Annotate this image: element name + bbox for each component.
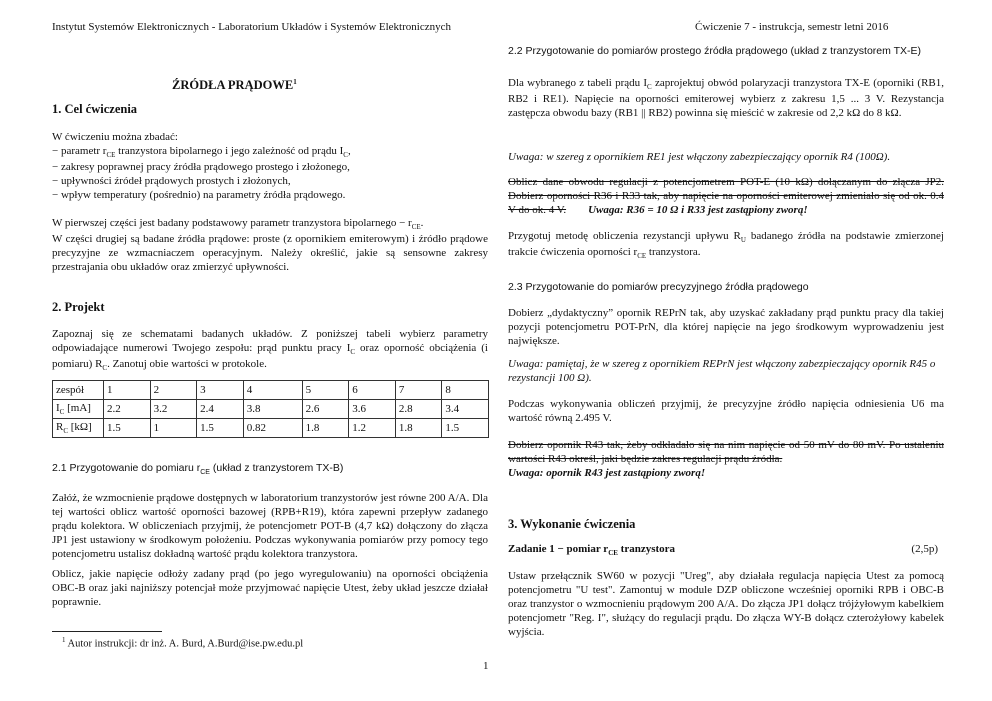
parameters-table [52, 380, 489, 438]
section-2-3-heading: 2.3 Przygotowanie do pomiarów precyzyjnego źródła prądowego [508, 281, 809, 293]
table-row [53, 419, 489, 438]
rc-cell: 0.82 [243, 419, 302, 438]
team-cell: 6 [349, 381, 396, 400]
section-3-heading: 3. Wykonanie ćwiczenia [508, 517, 636, 531]
section-2-1-paragraph-2: Oblicz, jakie napięcie odłoży zadany prąd (po jego wyregulowaniu) na oporności obciążenia OBC-B oraz jaki najniższy potencjał może przyjmować napięcie Utest, żeby układ jeszcze działał poprawnie. [52, 568, 488, 609]
list-item: − upływności źródeł prądowych prostych i złożonych, [52, 175, 291, 188]
task-1-points: (2,5p) [911, 543, 938, 555]
team-cell: 2 [150, 381, 197, 400]
page-title [172, 77, 297, 93]
team-cell: 4 [243, 381, 302, 400]
rc-cell: 1.5 [442, 419, 489, 438]
rc-cell: 1 [150, 419, 197, 438]
section-1-list [52, 130, 492, 202]
row-label: $I_C$ [mA] [53, 400, 104, 419]
row-label: zespół [53, 381, 104, 400]
section-2-1-heading: 2.1 Przygotowanie do pomiaru $r_{CE}$ (układ z tranzystorem TX-B) [52, 462, 344, 477]
section-1-heading: 1. Cel ćwiczenia [52, 102, 138, 116]
section-2-2-heading: 2.2 Przygotowanie do pomiarów prostego źródła prądowego (układ z tranzystorem TX-E) [508, 45, 922, 57]
team-cell: 1 [104, 381, 151, 400]
section-2-2-paragraph: Dla wybranego z tabeli prądu $I_C$ zaprojektuj obwód polaryzacji tranzystora TX-E (oporniki (RB1, RB2 i RE1). Napięcie na oporności emiterowej wybierz z zakresu 1,5 ... 3 V. Rezystancja zastępcza obwodu bazy (RB1 || RB2) powinna się mieścić w zakresie od 2,2 kΩ do 8 kΩ. [508, 77, 944, 120]
page-number: 1 [483, 660, 489, 672]
task-1-paragraph: Ustaw przełącznik SW60 w pozycji "Ureg", aby działała regulacja napięcia Utest za pomocą potencjometru "U test". Zamontuj w module DZP obliczone wcześniej oporniki RPB i OBC-B oraz tranzystor o wzmocnieniu prądowym 200 A/A. Do złącza JP1 dołącz trójżyłowym kabelkiem potencjometr "Reg. I", służący do regulacji prądu. Do złącza WY-B dołącz czterożyłowy kabelek wyjścia. [508, 570, 944, 639]
section-2-3-paragraph: Dobierz „dydaktyczny” opornik REPrN tak, aby uzyskać zakładany prąd punktu pracy dla takiej pozycji potencjometru POT-PrN, dla której napięcie na jego środkowym wyprowadzeniu jest największe. [508, 307, 944, 348]
section-2-2-struck-paragraph: Oblicz dane obwodu regulacji z potencjometrem POT-E (10 kΩ) dołączanym do złącza JP2. Dobierz oporności R36 i R33 tak, aby napięcie na oporności emiterowej zmieniało się od ok. 0.4 V do ok. 4 V. Uwaga: R36 = 10 Ω i R33 jest zastąpiony zworą! [508, 176, 944, 217]
section-2-3-paragraph-2: Podczas wykonywania obliczeń przyjmij, że precyzyjne źródło napięcia odniesienia U6 ma wartość równą 2.495 V. [508, 398, 944, 425]
footnote: $^1$ Autor instrukcji: dr inż. A. Burd, A.Burd@ise.pw.edu.pl [62, 636, 304, 650]
section-2-1-paragraph: Załóż, że wzmocnienie prądowe dostępnych w laboratorium tranzystorów jest równe 200 A/A. Dla tej wartości oblicz wartość oporności bazowej (RPB+R19), która zapewni przepływ zadanego prądu kolektora. W obliczeniach przyjmij, że potencjometr POT-B (4,7 kΩ) dołączony do złącza JP1 jest ustawiony w środkowym położeniu. Podczas wykonywania pomiarów przy pomocy tego potencjometru ustalisz dokładną wartość prądu kolektora tranzystora. [52, 492, 488, 561]
header-right: Ćwiczenie 7 - instrukcja, semestr letni 2016 [695, 21, 889, 33]
list-item: − zakresy poprawnej pracy źródła prądowego prostego i złożonego, [52, 161, 350, 174]
ic-cell: 3.4 [442, 400, 489, 419]
list-item: − parametr $r_{CE}$ tranzystora bipolarnego i jego zależność od prądu $I_C$, [52, 145, 351, 160]
list-item: − wpływ temperatury (pośrednio) na parametry źródła prądowego. [52, 189, 346, 202]
table-row [53, 381, 489, 400]
task-1-heading: Zadanie 1 − pomiar $r_{CE}$ tranzystora (2,5p) [508, 543, 938, 558]
rc-cell: 1.2 [349, 419, 396, 438]
rc-cell: 1.8 [302, 419, 349, 438]
team-cell: 7 [395, 381, 442, 400]
section-1-intro: W ćwiczeniu można zbadać: [52, 131, 178, 143]
section-2-2-note: Uwaga: w szereg z opornikiem RE1 jest włączony zabezpieczający opornik R4 (100Ω). [508, 151, 891, 163]
rc-cell: 1.5 [197, 419, 244, 438]
ic-cell: 3.8 [243, 400, 302, 419]
section-2-paragraph: Zapoznaj się ze schematami badanych układów. Z poniższej tabeli wybierz parametry odpowiadające numerowi Twojego zespołu: prąd punktu pracy $I_C$ oraz oporność obciążenia (i pomiaru) $R_C$. Zanotuj obie wartości w protokole. [52, 328, 488, 373]
header-left: Instytut Systemów Elektronicznych - Laboratorium Układów i Systemów Elektronicznych [52, 21, 451, 33]
team-cell: 5 [302, 381, 349, 400]
section-2-3-note: Uwaga: pamiętaj, że w szereg z opornikiem REPrN jest włączony zabezpieczający opornik R45 o rezystancji 100 Ω). [508, 358, 936, 385]
title-text: ŹRÓDŁA PRĄDOWE [172, 78, 294, 92]
team-cell: 8 [442, 381, 489, 400]
ic-cell: 3.2 [150, 400, 197, 419]
title-footnote-mark: 1 [293, 77, 297, 86]
section-2-2-paragraph-3: Przygotuj metodę obliczenia rezystancji upływu $R_U$ badanego źródła na podstawie zmierzonej trakcie ćwiczenia oporności $r_{CE}$ tranzystora. [508, 230, 944, 261]
section-2-heading: 2. Projekt [52, 300, 105, 314]
table-row [53, 400, 489, 419]
footnote-divider [52, 631, 162, 632]
section-2-3-struck-paragraph: Dobierz opornik R43 tak, żeby odkładało się na nim napięcie od 50 mV do 80 mV. Po ustaleniu wartości R43 określ, jaki będzie zakres regulacji prądu źródła. Uwaga: opornik R43 jest zastąpiony zworą! [508, 439, 944, 480]
ic-cell: 3.6 [349, 400, 396, 419]
team-cell: 3 [197, 381, 244, 400]
ic-cell: 2.4 [197, 400, 244, 419]
rc-cell: 1.8 [395, 419, 442, 438]
ic-cell: 2.6 [302, 400, 349, 419]
ic-cell: 2.8 [395, 400, 442, 419]
rc-cell: 1.5 [104, 419, 151, 438]
ic-cell: 2.2 [104, 400, 151, 419]
row-label: $R_C$ [kΩ] [53, 419, 104, 438]
section-1-paragraph: W pierwszej części jest badany podstawowy parametr tranzystora bipolarnego − $r_{CE}$. W części drugiej są badane źródła prądowe: proste (z opornikiem emiterowym) i źródło prądowe precyzyjne ze wzmacniaczem operacyjnym. Należy określić, jakie są sensowne zakresy przestrajania obu układów oraz zmierzyć upływności. [52, 217, 488, 274]
